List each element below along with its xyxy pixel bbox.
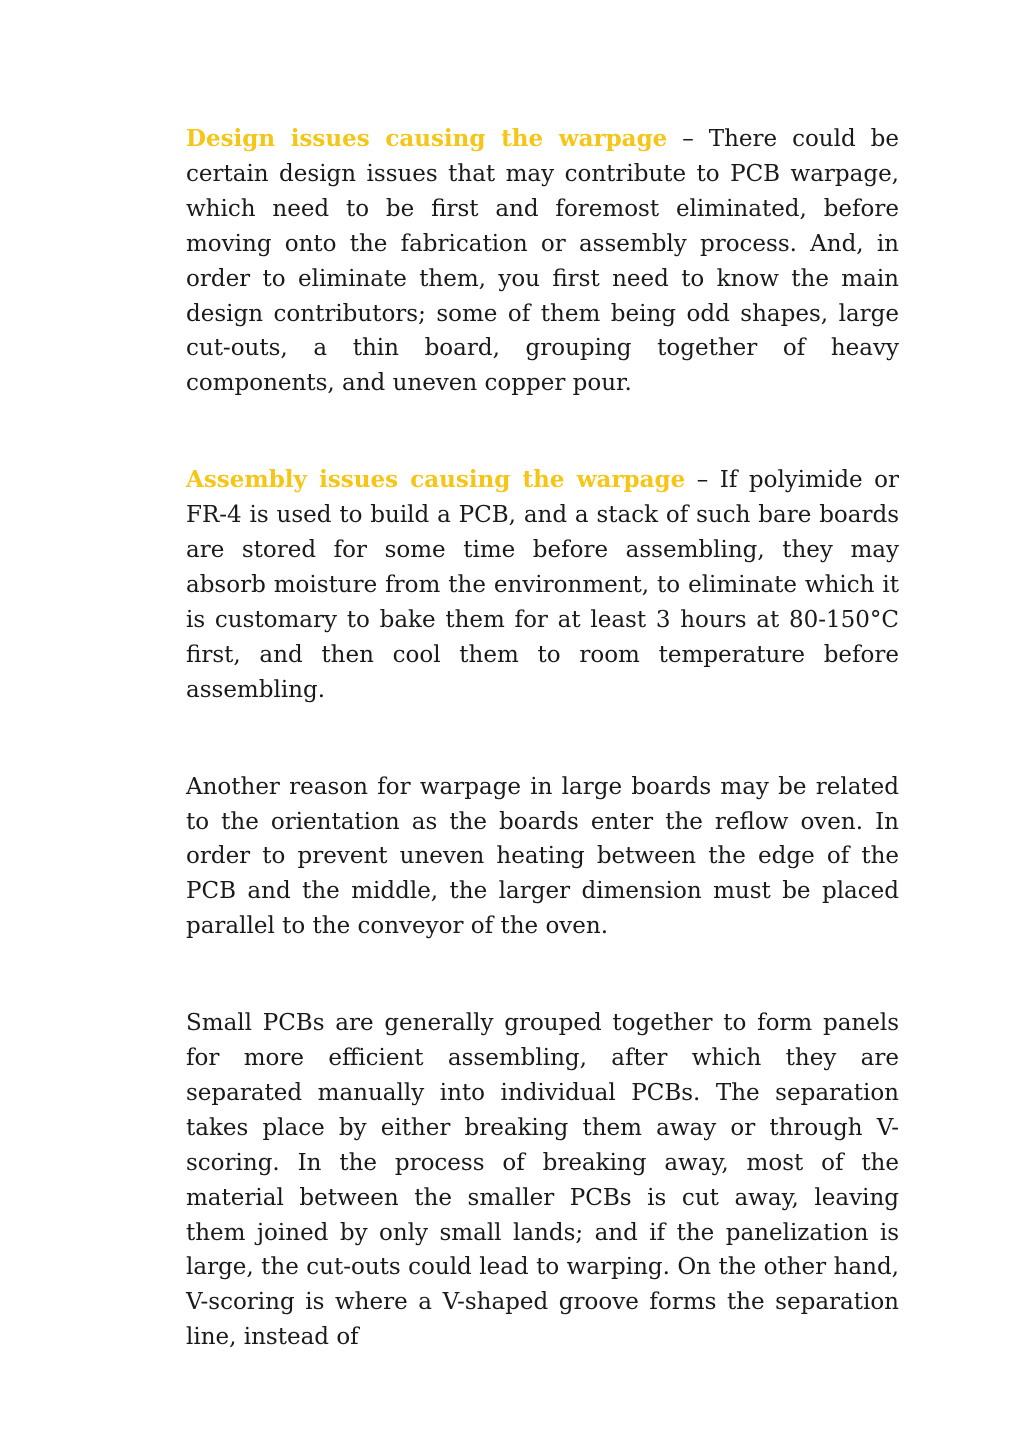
paragraph-assembly-issues-text: – If polyimide or FR-4 is used to build a PCB, and a stack of such bare boards are stored for some time before assembling, they may absorb moisture from the environment, to eliminate which it is customary to bake them for at least 3 hours at 80-150°C first, and then cool them to room temperature before assembling. [186, 467, 899, 703]
paragraph-design-issues [186, 122, 899, 401]
paragraph-reflow-orientation: Another reason for warpage in large boards may be related to the orientation as the boards enter the reflow oven. In order to prevent uneven heating between the edge of the PCB and the middle, the larger dimension must be placed parallel to the conveyor of the oven. [186, 773, 899, 940]
heading-assembly-issues: Assembly issues causing the warpage [186, 466, 686, 494]
paragraph-design-issues-text: – There could be certain design issues that may contribute to PCB warpage, which need to be first and foremost eliminated, before moving onto the fabrication or assembly process. And, in order to eliminate them, you first need to know the main design contributors; some of them being odd shapes, large cut-outs, a thin board, grouping together of heavy components, and uneven copper pour. [186, 126, 899, 397]
document-body [186, 122, 899, 1355]
heading-design-issues: Design issues causing the warpage [186, 125, 668, 152]
paragraph-panelization: Small PCBs are generally grouped together to form panels for more efficient assembling, after which they are separated manually into individual PCBs. The separation takes place by either breaking them away or through V-scoring. In the process of breaking away, most of the material between the smaller PCBs is cut away, leaving them joined by only small lands; and if the panelization is large, the cut-outs could lead to warping. On the other hand, V-scoring is where a V-shaped groove forms the separation line, instead of [186, 1010, 899, 1351]
paragraph-assembly-issues [186, 463, 899, 707]
